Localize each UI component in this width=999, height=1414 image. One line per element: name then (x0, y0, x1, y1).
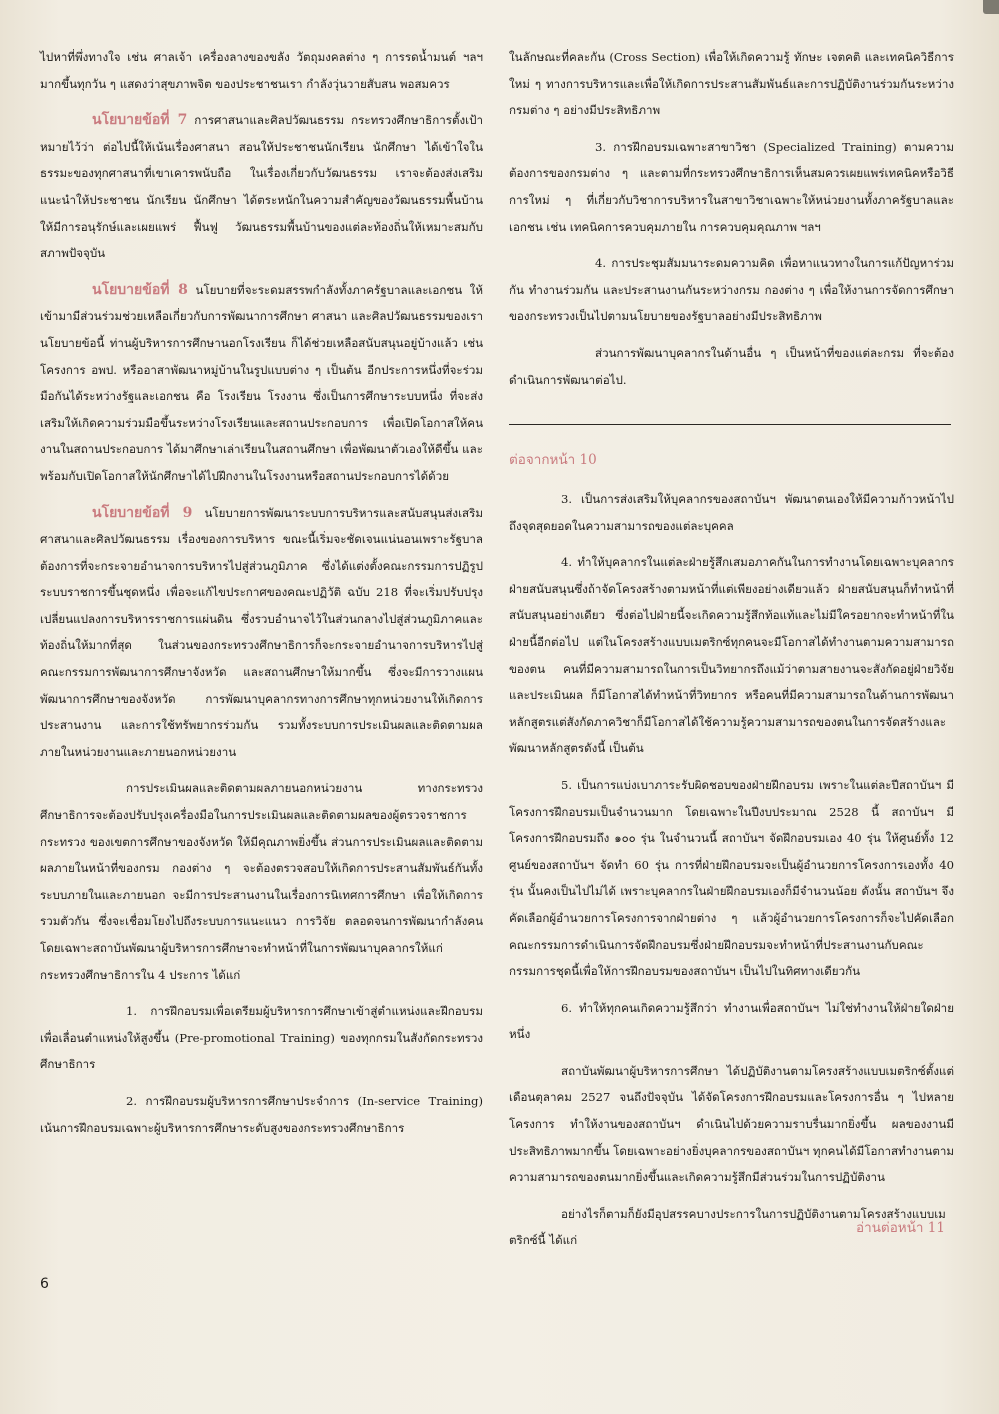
page-number: 6 (40, 1276, 49, 1292)
continue-to-label: อ่านต่อหน้า 11 (856, 1220, 945, 1236)
matrix-benefit-6: 6. ทำให้ทุกคนเกิดความรู้สึกว่า ทำงานเพื่อสถาบันฯ ไม่ใช่ทำงานให้ฝ่ายใดฝ่ายหนึ่ง (509, 1000, 954, 1042)
matrix-benefit-4: 4. ทำให้บุคลากรในแต่ละฝ่ายรู้สึกเสมอภาคกันในการทำงานโดยเฉพาะบุคลากรฝ่ายสนับสนุนซึ่งถ้าจัดโครงสร้างตามหน้าที่แต่เพียงอย่างเดียวแล้ว ฝ่ายสนับสนุนก็ทำหน้าที่สนับสนุนอย่างเดียว ซึ่งต่อไปฝ่ายนี้จะเกิดความรู้สึกท้อแท้และไม่มีใครอยากจะทำหน้าที่ในฝ่ายนี้อีกต่อไป แต่ในโครงสร้างแบบเมตริกซ์ทุกคนจะมีโอกาสได้ทำงานตามความสามารถของตน คนที่มีความสามารถในการเป็นวิทยากรถึงแม้ว่าตามสายงานจะสังกัดอยู่ฝ่ายวิจัยและประเมินผล ก็มีโอกาสได้ทำหน้าที่วิทยากร หรือคนที่มีความสามารถในด้านการพัฒนาหลักสูตรแต่สังกัดภาควิชาก็มีโอกาสได้ใช้ความรู้ความสามารถของตนในการจัดสร้างและพัฒนาหลักสูตรดังนี้ เป็นต้น (509, 555, 954, 756)
right-column-top (509, 44, 954, 403)
cross-section-paragraph: ในลักษณะที่คละกัน (Cross Section) เพื่อให้เกิดความรู้ ทักษะ เจตคติ และเทคนิควิธีการใหม่ ๆ ทางการบริหารและเพื่อให้เกิดการประสานสัมพันธ์และการปฏิบัติงานร่วมกันระหว่างกรมต่าง ๆ อย่างมีประสิทธิภาพ (509, 50, 954, 118)
matrix-benefit-3: 3. เป็นการส่งเสริมให้บุคลากรของสถาบันฯ พัฒนาตนเองให้มีความก้าวหน้าไปถึงจุดสุดยอดในความสามารถของแต่ละบุคคล (509, 492, 954, 533)
policy-8-paragraph (40, 277, 483, 490)
policy-7-label: นโยบายข้อที่ 7 (92, 112, 188, 129)
section-divider (509, 424, 951, 425)
policy-7-paragraph (40, 107, 483, 267)
training-item-3: 3. การฝึกอบรมเฉพาะสาขาวิชา (Specialized Training) ตามความต้องการของกรมต่าง ๆ และตามที่กระทรวงศึกษาธิการเห็นสมควรเผยแพร่เทคนิคหรือวิธีการใหม่ ๆ ที่เกี่ยวกับวิชาการบริหารในสาขาวิชาเฉพาะให้หน่วยงานทั้งภาครัฐบาลและเอกชน เช่น เทคนิคการควบคุมภายใน การควบคุมคุณภาพ ฯลฯ (509, 139, 954, 234)
other-development-paragraph: ส่วนการพัฒนาบุคลากรในด้านอื่น ๆ เป็นหน้าที่ของแต่ละกรม ที่จะต้องดำเนินการพัฒนาต่อไป. (509, 345, 954, 387)
training-item-1: 1. การฝึกอบรมเพื่อเตรียมผู้บริหารการศึกษาเข้าสู่ตำแหน่งและฝึกอบรมเพื่อเลื่อนตำแหน่งให้สูงขึ้น (Pre-promotional Training) ของทุกกรมในสังกัดกระทรวงศึกษาธิการ (40, 1004, 483, 1072)
staple-mark (983, 0, 999, 14)
continued-from-label: ต่อจากหน้า 10 (509, 452, 597, 468)
matrix-benefit-5: 5. เป็นการแบ่งเบาภาระรับผิดชอบของฝ่ายฝึกอบรม เพราะในแต่ละปีสถาบันฯ มีโครงการฝึกอบรมเป็นจำนวนมาก โดยเฉพาะในปีงบประมาณ 2528 นี้ สถาบันฯ มีโครงการฝึกอบรมถึง ๑๐๐ รุ่น ในจำนวนนี้ สถาบันฯ จัดฝึกอบรมเอง 40 รุ่น ให้ศูนย์ทั้ง 12 ศูนย์ของสถาบันฯ จัดทำ 60 รุ่น การที่ฝ่ายฝึกอบรมจะเป็นผู้อำนวยการโครงการเองทั้ง 40 รุ่น นั้นคงเป็นไปไม่ได้ เพราะบุคลากรในฝ่ายฝึกอบรมเองก็มีจำนวนน้อย ดังนั้น สถาบันฯ จึงคัดเลือกผู้อำนวยการโครงการจากฝ่ายต่าง ๆ แล้วผู้อำนวยการโครงการก็จะไปคัดเลือกคณะกรรมการดำเนินการจัดฝึกอบรมซึ่งฝ่ายฝึกอบรมจะทำหน้าที่ประสานงานกับคณะกรรมการชุดนี้เพื่อให้การฝึกอบรมของสถาบันฯ เป็นไปในทิศทางเดียวกัน (509, 777, 954, 979)
policy-9-label: นโยบายข้อที่ 9 (92, 504, 193, 521)
obstacles-intro: อย่างไรก็ตามก็ยังมีอุปสรรคบางประการในการปฏิบัติงานตามโครงสร้างแบบเมตริกซ์นี้ ได้แก่ (509, 1206, 946, 1248)
training-item-4: 4. การประชุมสัมมนาระดมความคิด เพื่อหาแนวทางในการแก้ปัญหาร่วมกัน ทำงานร่วมกัน และประสานงานกันระหว่างกรม กองต่าง ๆ เพื่อให้งานการจัดการศึกษาของกระทรวงเป็นไปตามนโยบายของรัฐบาลอย่างมีประสิทธิภาพ (509, 256, 954, 324)
policy-9-text: นโยบายการพัฒนาระบบการบริหารและสนับสนุนส่งเสริมศาสนาและศิลปวัฒนธรรม เรื่องของการบริหาร ขณะนี้เริ่มจะชัดเจนแน่นอนเพราะรัฐบาลต้องการที่จะกระจายอำนาจการบริหารไปสู่ส่วนภูมิภาค ซึ่งได้แต่งตั้งคณะกรรมการปฏิรูประบบราชการขึ้นชุดหนึ่ง เพื่อจะแก้ไขประกาศของคณะปฏิวัติ ฉบับ 218 ที่จะเริ่มปรับปรุงเปลี่ยนแปลงการบริหารราชการแผ่นดิน ซึ่งรวบอำนาจไว้ในส่วนกลางไปสู่ส่วนภูมิภาคและท้องถิ่นให้มากที่สุด ในส่วนของกระทรวงศึกษาธิการก็จะกระจายอำนาจการบริหารไปสู่คณะกรรมการพัฒนาการศึกษาจังหวัด และสถานศึกษาให้มากขึ้น ซึ่งจะมีการวางแผนพัฒนาการศึกษาของจังหวัด การพัฒนาบุคลากรทางการศึกษาทุกหน่วยงานให้เกิดการประสานงาน และการใช้ทรัพยากรร่วมกัน รวมทั้งระบบการประเมินผลและติดตามผลภายในหน่วยงานและภายนอกหน่วยงาน (40, 505, 483, 759)
policy-8-label: นโยบายข้อที่ 8 (92, 281, 188, 298)
matrix-summary-paragraph: สถาบันพัฒนาผู้บริหารการศึกษา ได้ปฏิบัติงานตามโครงสร้างแบบเมตริกซ์ตั้งแต่เดือนตุลาคม 2527 จนถึงปัจจุบัน ได้จัดโครงการฝึกอบรมและโครงการอื่น ๆ ไปหลายโครงการ ทำให้งานของสถาบันฯ ดำเนินไปด้วยความราบรื่นมากยิ่งขึ้น ผลของงานมีประสิทธิภาพมากขึ้น โดยเฉพาะอย่างยิ่งบุคลากรของสถาบันฯ ทุกคนได้มีโอกาสทำงานตามความสามารถของตนมากยิ่งขึ้นและเกิดความรู้สึกมีส่วนร่วมในการปฏิบัติงาน (509, 1063, 954, 1185)
policy-7-text: การศาสนาและศิลปวัฒนธรรม กระทรวงศึกษาธิการตั้งเป้าหมายไว้ว่า ต่อไปนี้ให้เน้นเรื่องศาสนา สอนให้ประชาชนนักเรียน นักศึกษา ได้เข้าใจในธรรมะของทุกศาสนาที่เขาเคารพนับถือ ในเรื่องเกี่ยวกับวัฒนธรรม เราจะต้องส่งเสริมแนะนำให้ประชาชน นักเรียน นักศึกษา ได้ตระหนักในความสำคัญของวัฒนธรรมพื้นบ้าน ให้มีการอนุรักษ์และเผยแพร่ ฟื้นฟู วัฒนธรรมพื้นบ้านของแต่ละท้องถิ่นให้เหมาะสมกับสภาพปัจจุบัน (40, 113, 483, 261)
evaluation-paragraph: การประเมินผลและติดตามผลภายนอกหน่วยงาน ทางกระทรวงศึกษาธิการจะต้องปรับปรุงเครื่องมือในการประเมินผลและติดตามผลของผู้ตรวจราชการกระทรวง ของเขตการศึกษาของจังหวัด ให้มีคุณภาพยิ่งขึ้น ส่วนการประเมินผลและติดตามผลภายในหน้าที่ของกรม กองต่าง ๆ จะต้องตรวจสอบให้เกิดการประสานสัมพันธ์กันทั้งระบบภายในและภายนอก จะมีการประสานงานในเรื่องการนิเทศการศึกษา เพื่อให้เกิดการรวมตัวกัน ซึ่งจะเชื่อมโยงไปถึงระบบการแนะแนว การวิจัย ตลอดจนการพัฒนากำลังคน โดยเฉพาะสถาบันพัฒนาผู้บริหารการศึกษาจะทำหน้าที่ในการพัฒนาบุคลากรให้แก่กระทรวงศึกษาธิการใน 4 ประการ ได้แก่ (40, 781, 483, 982)
policy-8-text: นโยบายที่จะระดมสรรพกำลังทั้งภาครัฐบาลและเอกชน ให้เข้ามามีส่วนร่วมช่วยเหลือเกี่ยวกับการพัฒนาการศึกษา ศาสนา และศิลปวัฒนธรรมของเรา นโยบายข้อนี้ ท่านผู้บริหารการศึกษานอกโรงเรียน ก็ได้ช่วยเหลือสนับสนุนอยู่บ้างแล้ว เช่น โครงการ อพป. หรืออาสาพัฒนาหมู่บ้านในรูปแบบต่าง ๆ เป็นต้น อีกประการหนึ่งที่จะร่วมมือกันได้ระหว่างรัฐและเอกชน คือ โรงเรียน โรงงาน ซึ่งเป็นการศึกษาระบบหนึ่ง ที่จะส่งเสริมให้เกิดความร่วมมือขึ้นระหว่างโรงเรียนและสถานประกอบการ เพื่อเปิดโอกาสให้คนงานในสถานประกอบการ ได้มาศึกษาเล่าเรียนในสถานศึกษา เพื่อพัฒนาตัวเองให้ดีขึ้น และพร้อมกับเปิดโอกาสให้นักศึกษาได้ไปฝึกงานในโรงงานหรือสถานประกอบการได้ด้วย (40, 282, 483, 483)
right-column-bottom (509, 486, 954, 1264)
intro-paragraph: ไปหาที่พึ่งทางใจ เช่น ศาลเจ้า เครื่องลางของขลัง วัตถุมงคลต่าง ๆ การรดน้ำมนต์ ฯลฯ มากขึ้นทุกวัน ๆ แสดงว่าสุขภาพจิต ของประชาชนเรา กำลังวุ่นวายสับสน พอสมควร (40, 50, 483, 91)
left-column (40, 44, 483, 1151)
training-item-2: 2. การฝึกอบรมผู้บริหารการศึกษาประจำการ (In-service Training) เน้นการฝึกอบรมเฉพาะผู้บริหารการศึกษาระดับสูงของกระทรวงศึกษาธิการ (40, 1093, 483, 1135)
policy-9-paragraph (40, 500, 483, 766)
